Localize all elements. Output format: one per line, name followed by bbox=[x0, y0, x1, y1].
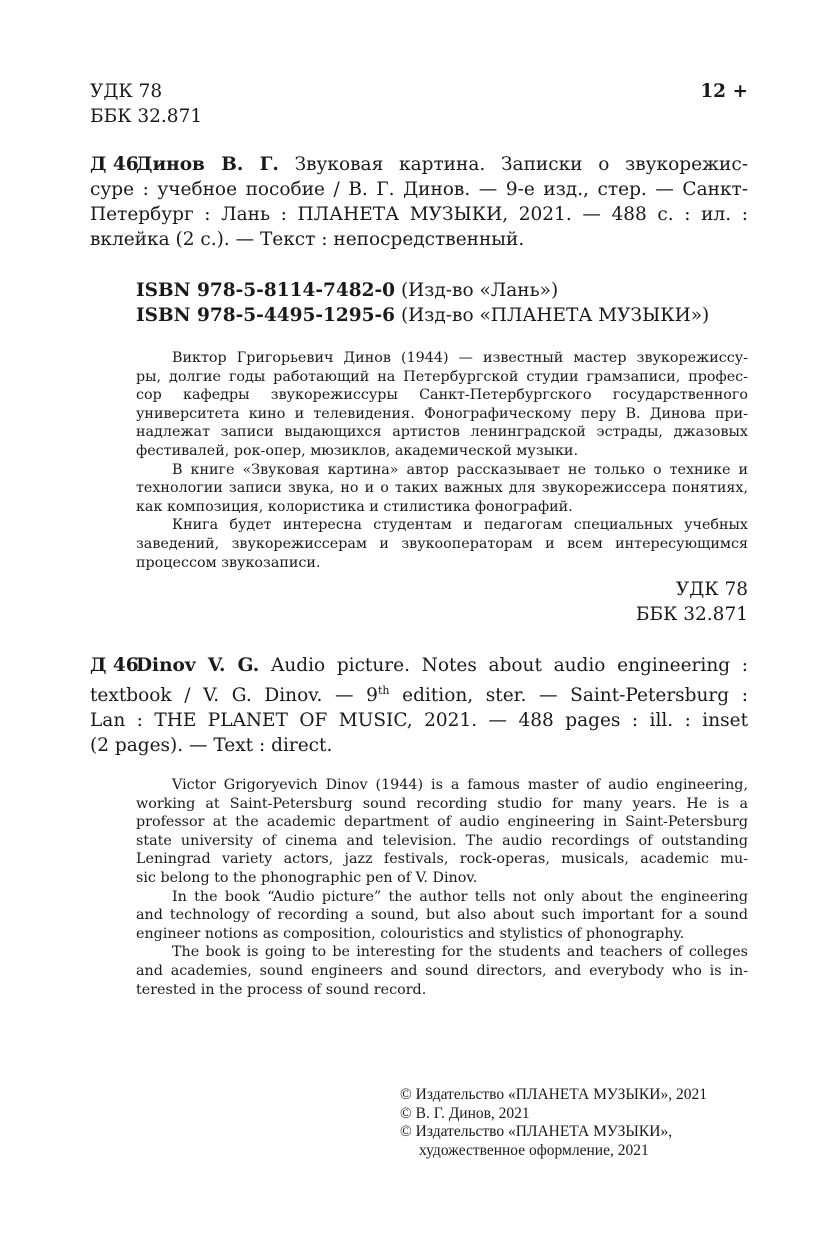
age-rating: 12 + bbox=[700, 81, 748, 102]
en-annotation bbox=[136, 776, 748, 999]
udk-code: УДК 78 bbox=[675, 579, 748, 600]
footer-classification bbox=[636, 577, 748, 627]
isbn-line bbox=[136, 303, 709, 328]
ru-entry-line-4: вклейка (2 с.). — Текст : непосредственный. bbox=[90, 229, 525, 250]
en-annotation-line: sic belong to the phonographic pen of V. Dinov. bbox=[136, 869, 478, 886]
header-classification bbox=[90, 79, 202, 129]
en-entry-code: Д 46 bbox=[90, 655, 139, 676]
ru-annotation-line: Виктор Григорьевич Динов (1944) — известный мастер звукорежиссу- bbox=[172, 350, 748, 366]
isbn-block bbox=[136, 278, 709, 328]
en-annotation-line: working at Saint-Petersburg sound recording studio for many years. He is a bbox=[136, 795, 748, 812]
en-author: Dinov V. G. bbox=[136, 655, 260, 676]
copyright-line: © Издательство «ПЛАНЕТА МУЗЫКИ», 2021 bbox=[400, 1086, 707, 1103]
isbn-number: ISBN 978-5-8114-7482-0 bbox=[136, 280, 396, 301]
udk-code: УДК 78 bbox=[90, 81, 163, 102]
ru-annotation-line: В книге «Звуковая картина» автор рассказывает не только о технике и bbox=[172, 461, 748, 478]
en-entry-line-4: (2 pages). — Text : direct. bbox=[90, 735, 333, 757]
ru-entry-line-1: Динов В. Г. Звуковая картина. Записки о звукорежис- bbox=[136, 154, 748, 175]
bbk-code: ББК 32.871 bbox=[90, 106, 203, 127]
ru-annotation-line: Книга будет интересна студентам и педагогам специальных учебных bbox=[172, 517, 748, 534]
ru-annotation-line: заведений, звукорежиссерам и звукооператорам и всем интересующимся bbox=[136, 535, 748, 552]
ru-annotation-line: университета кино и телевидения. Фонографическому перу В. Динова при- bbox=[136, 405, 748, 422]
en-annotation-line: In the book “Audio picture” the author tells not only about the engineering bbox=[172, 888, 748, 905]
ru-annotation-line: процессом звукозаписи. bbox=[136, 554, 321, 571]
isbn-line bbox=[136, 278, 709, 303]
ru-annotation-line: сор кафедры звукорежиссуры Санкт-Петербургского государственного bbox=[136, 387, 748, 404]
en-annotation-line: professor at the academic department of audio engineering in Saint-Petersburg bbox=[136, 814, 748, 831]
en-annotation-line: and academies, sound engineers and sound directors, and everybody who is in- bbox=[136, 962, 748, 979]
en-annotation-line: The book is going to be interesting for the students and teachers of colleges bbox=[172, 944, 748, 961]
ru-annotation-line: как композиция, колористика и стилистика фонографий. bbox=[136, 498, 573, 515]
copyright-block bbox=[400, 1086, 707, 1160]
ru-annotation-line: ры, долгие годы работающий на Петербургской студии грамзаписи, профес- bbox=[136, 368, 748, 385]
ru-annotation-line: надлежат записи выдающихся артистов ленинградской эстрады, джазовых bbox=[136, 424, 748, 441]
ru-entry-line-3: Петербург : Лань : ПЛАНЕТА МУЗЫКИ, 2021. — 488 с. : ил. : bbox=[90, 204, 748, 225]
ru-annotation bbox=[136, 349, 748, 572]
en-annotation-line: Victor Grigoryevich Dinov (1944) is a famous master of audio engineering, bbox=[172, 777, 748, 793]
ru-annotation-line: фестивалей, рок-опер, мюзиклов, академической музыки. bbox=[136, 442, 579, 459]
en-entry-line-2: textbook / V. G. Dinov. — 9th edition, ster. — Saint-Petersburg : bbox=[90, 684, 748, 707]
en-annotation-line: Leningrad variety actors, jazz festivals, rock-operas, musicals, academic mu- bbox=[136, 851, 748, 868]
isbn-publisher: (Изд-во «ПЛАНЕТА МУЗЫКИ») bbox=[395, 305, 710, 326]
en-entry-line-3: Lan : THE PLANET OF MUSIC, 2021. — 488 pages : ill. : inset bbox=[90, 710, 748, 732]
en-annotation-line: state university of cinema and television. The audio recordings of outstanding bbox=[136, 832, 748, 849]
en-entry-line-1: Dinov V. G. Audio picture. Notes about audio engineering : bbox=[136, 655, 748, 676]
ru-entry-code: Д 46 bbox=[90, 154, 139, 175]
ru-annotation-line: технологии записи звука, но и о таких важных для звукорежиссера понятиях, bbox=[136, 480, 748, 497]
en-annotation-line: engineer notions as composition, colouristics and stylistics of phonography. bbox=[136, 925, 685, 942]
isbn-publisher: (Изд-во «Лань») bbox=[395, 280, 559, 301]
isbn-number: ISBN 978-5-4495-1295-6 bbox=[136, 305, 396, 326]
ru-entry-line-2: суре : учебное пособие / В. Г. Динов. — 9-е изд., стер. — Санкт- bbox=[90, 179, 748, 200]
en-annotation-line: terested in the process of sound record. bbox=[136, 981, 427, 998]
en-annotation-line: and technology of recording a sound, but also about such important for a sound bbox=[136, 907, 748, 924]
copyright-line: художественное оформление, 2021 bbox=[419, 1141, 649, 1159]
ru-author: Динов В. Г. bbox=[136, 154, 279, 175]
bbk-code: ББК 32.871 bbox=[635, 604, 748, 625]
edition-superscript: th bbox=[377, 684, 390, 697]
copyright-line: © Издательство «ПЛАНЕТА МУЗЫКИ», bbox=[400, 1123, 673, 1140]
copyright-line: © В. Г. Динов, 2021 bbox=[400, 1104, 530, 1122]
